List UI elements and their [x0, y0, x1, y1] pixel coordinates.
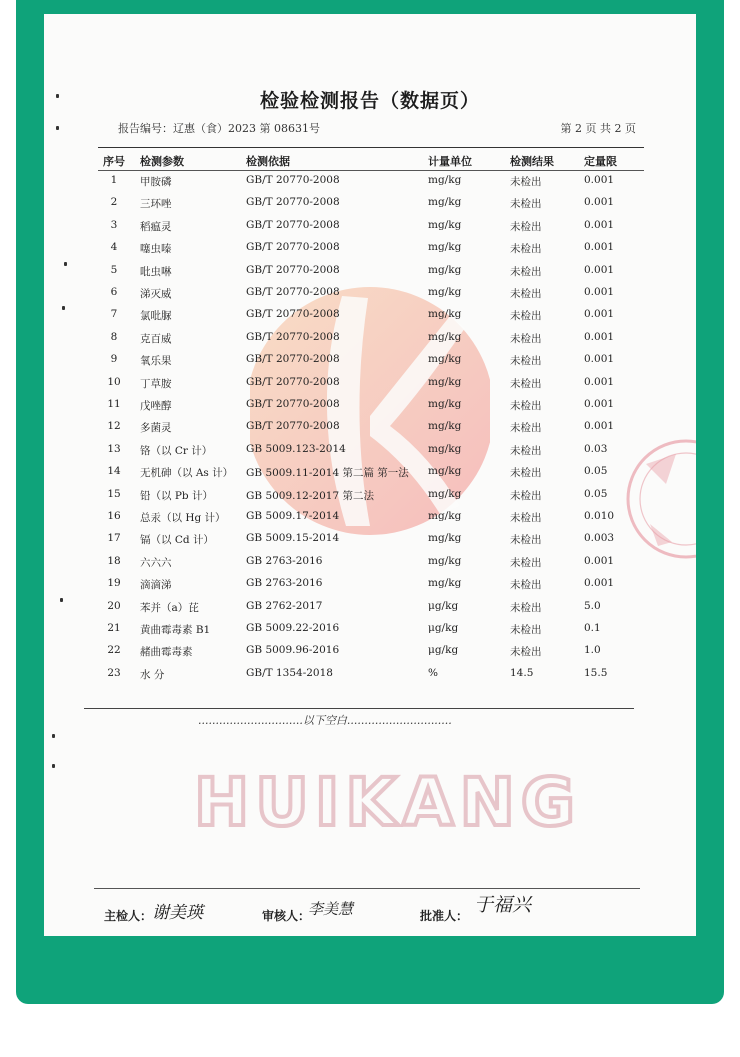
row-unit: %	[428, 666, 438, 679]
row-unit: mg/kg	[428, 263, 462, 276]
row-param: 丁草胺	[140, 377, 172, 390]
row-basis: GB 5009.123-2014	[246, 442, 346, 455]
row-unit: mg/kg	[428, 330, 462, 343]
table-top-rule	[98, 147, 644, 148]
row-limit: 0.001	[584, 420, 615, 433]
table-row	[44, 555, 696, 577]
row-param: 三环唑	[140, 198, 172, 211]
table-row	[44, 376, 696, 398]
row-basis: GB 2763-2016	[246, 577, 323, 590]
row-unit: mg/kg	[428, 353, 462, 366]
row-basis: GB/T 20770-2008	[246, 398, 340, 410]
row-limit: 0.001	[584, 286, 615, 298]
row-result: 未检出	[510, 579, 542, 592]
row-limit: 0.001	[584, 353, 615, 366]
row-basis: GB 5009.96-2016	[246, 644, 340, 657]
row-basis: GB/T 20770-2008	[246, 286, 340, 298]
row-param: 稻瘟灵	[140, 220, 172, 233]
row-limit: 0.05	[584, 487, 608, 500]
row-param: 镉（以 Cd 计）	[140, 534, 214, 547]
row-basis: GB 5009.15-2014	[246, 532, 340, 545]
row-result: 未检出	[510, 646, 542, 659]
row-unit: mg/kg	[428, 218, 462, 231]
row-basis: GB/T 20770-2008	[246, 330, 340, 343]
report-number: 报告编号：辽惠（食）2023 第 08631号	[118, 122, 320, 135]
row-limit: 0.001	[584, 375, 615, 388]
header-unit: 计量单位	[428, 155, 472, 168]
row-param: 苯并（a）芘	[140, 601, 199, 614]
row-param: 甲胺磷	[140, 176, 172, 188]
table-row	[44, 174, 696, 196]
row-unit: mg/kg	[428, 420, 462, 433]
report-title: 检验检测报告（数据页）	[259, 90, 480, 112]
row-result: 未检出	[510, 422, 542, 435]
table-row	[44, 443, 696, 465]
row-basis: GB/T 1354-2018	[246, 666, 333, 679]
scan-speck	[60, 598, 63, 602]
row-unit: mg/kg	[428, 465, 462, 478]
row-limit: 0.1	[584, 622, 601, 634]
header-no: 序号	[103, 155, 125, 168]
row-unit: mg/kg	[428, 174, 462, 186]
row-limit: 15.5	[584, 666, 608, 679]
row-no: 14	[107, 465, 121, 478]
row-no: 18	[107, 554, 121, 567]
table-row	[44, 286, 696, 308]
row-result: 未检出	[510, 310, 542, 323]
reviewer-signature: 李美慧	[308, 900, 354, 918]
row-unit: mg/kg	[428, 577, 462, 590]
row-no: 5	[110, 263, 118, 276]
row-basis: GB 5009.11-2014 第二篇 第一法	[246, 467, 409, 480]
row-no: 4	[110, 241, 118, 254]
scan-speck	[64, 262, 67, 266]
table-row	[44, 264, 696, 286]
table-row	[44, 532, 696, 554]
row-basis: GB/T 20770-2008	[246, 375, 340, 388]
row-no: 1	[110, 174, 118, 186]
row-basis: GB 2763-2016	[246, 554, 323, 567]
row-no: 8	[110, 330, 118, 343]
row-no: 10	[107, 375, 121, 388]
row-limit: 0.001	[584, 174, 615, 186]
row-result: 未检出	[510, 601, 542, 614]
row-basis: GB/T 20770-2008	[246, 174, 340, 186]
row-result: 未检出	[510, 400, 542, 412]
row-result: 未检出	[510, 489, 542, 502]
row-unit: mg/kg	[428, 286, 462, 298]
row-unit: mg/kg	[428, 532, 462, 545]
row-no: 6	[110, 286, 118, 298]
scan-speck	[52, 734, 55, 738]
row-no: 22	[107, 644, 121, 657]
row-basis: GB/T 20770-2008	[246, 420, 340, 433]
row-result: 未检出	[510, 176, 542, 188]
row-basis: GB/T 20770-2008	[246, 196, 340, 209]
header-result: 检测结果	[510, 155, 554, 168]
row-no: 21	[107, 622, 121, 634]
row-unit: mg/kg	[428, 241, 462, 254]
row-basis: GB/T 20770-2008	[246, 308, 340, 321]
table-row	[44, 600, 696, 622]
table-row	[44, 331, 696, 353]
row-unit: μg/kg	[428, 599, 459, 612]
row-limit: 0.003	[584, 532, 615, 545]
row-limit: 0.001	[584, 263, 615, 276]
row-param: 戊唑醇	[140, 400, 172, 412]
row-unit: μg/kg	[428, 622, 459, 634]
row-result: 未检出	[510, 556, 542, 569]
reviewer-label: 审核人：	[262, 909, 311, 923]
scan-speck	[52, 764, 55, 768]
row-unit: mg/kg	[428, 196, 462, 209]
row-limit: 0.001	[584, 241, 615, 254]
row-result: 未检出	[510, 467, 542, 480]
row-limit: 0.001	[584, 218, 615, 231]
row-param: 噻虫嗪	[140, 243, 172, 256]
inspector-signature: 谢美瑛	[152, 903, 203, 923]
row-limit: 0.001	[584, 554, 615, 567]
row-no: 11	[107, 398, 121, 410]
row-param: 克百威	[140, 332, 172, 345]
header-basis: 检测依据	[246, 155, 290, 168]
row-basis: GB 5009.17-2014	[246, 510, 340, 522]
table-end-rule	[84, 708, 634, 709]
row-param: 滴滴涕	[140, 579, 172, 592]
row-unit: mg/kg	[428, 554, 462, 567]
row-limit: 0.001	[584, 398, 615, 410]
row-limit: 1.0	[584, 644, 601, 657]
row-result: 未检出	[510, 198, 542, 211]
row-no: 12	[107, 420, 121, 433]
header-limit: 定量限	[584, 155, 617, 168]
row-no: 2	[110, 196, 118, 209]
row-limit: 0.001	[584, 308, 615, 321]
scan-speck	[56, 126, 59, 130]
row-basis: GB 5009.12-2017 第二法	[246, 489, 374, 502]
row-no: 3	[110, 218, 118, 231]
row-result: 未检出	[510, 265, 542, 278]
row-no: 13	[107, 442, 121, 455]
row-param: 吡虫啉	[140, 265, 172, 278]
scan-speck	[56, 94, 59, 98]
row-unit: mg/kg	[428, 487, 462, 500]
table-row	[44, 241, 696, 263]
huikang-text-watermark: HUIKANG	[194, 764, 582, 841]
table-row	[44, 353, 696, 375]
row-param: 水 分	[140, 668, 165, 681]
row-param: 六六六	[140, 556, 172, 569]
table-row	[44, 219, 696, 241]
row-limit: 0.03	[584, 442, 608, 455]
row-result: 未检出	[510, 512, 542, 524]
table-row	[44, 308, 696, 330]
table-header-rule	[98, 170, 644, 171]
table-row	[44, 644, 696, 666]
row-basis: GB/T 20770-2008	[246, 353, 340, 366]
row-result: 未检出	[510, 220, 542, 233]
row-result: 未检出	[510, 243, 542, 256]
row-param: 无机砷（以 As 计）	[140, 467, 234, 480]
row-result: 未检出	[510, 444, 542, 457]
row-unit: mg/kg	[428, 398, 462, 410]
row-basis: GB/T 20770-2008	[246, 263, 340, 276]
row-result: 未检出	[510, 355, 542, 368]
table-row	[44, 488, 696, 510]
row-unit: mg/kg	[428, 375, 462, 388]
page-number: 第 2 页 共 2 页	[560, 122, 636, 135]
table-row	[44, 196, 696, 218]
row-result: 未检出	[510, 624, 542, 636]
scan-speck	[62, 306, 65, 310]
row-no: 16	[107, 510, 121, 522]
row-param: 氯吡脲	[140, 310, 172, 323]
table-row	[44, 622, 696, 644]
row-limit: 0.001	[584, 577, 615, 590]
row-no: 7	[110, 308, 118, 321]
table-row	[44, 420, 696, 442]
table-row	[44, 510, 696, 532]
row-limit: 0.05	[584, 465, 608, 478]
row-no: 20	[107, 599, 121, 612]
row-no: 19	[107, 577, 121, 590]
row-limit: 0.001	[584, 330, 615, 343]
row-limit: 0.010	[584, 510, 615, 522]
row-unit: μg/kg	[428, 644, 459, 657]
row-limit: 0.001	[584, 196, 615, 209]
row-no: 9	[110, 353, 118, 366]
approver-label: 批准人：	[420, 909, 469, 923]
row-no: 23	[107, 666, 121, 679]
row-basis: GB/T 20770-2008	[246, 241, 340, 254]
table-row	[44, 667, 696, 689]
row-param: 涕灭威	[140, 288, 172, 300]
row-no: 15	[107, 487, 121, 500]
row-basis: GB/T 20770-2008	[246, 218, 340, 231]
signature-rule	[94, 888, 640, 889]
row-result: 未检出	[510, 377, 542, 390]
row-param: 多菌灵	[140, 422, 172, 435]
row-result: 未检出	[510, 288, 542, 300]
row-unit: mg/kg	[428, 308, 462, 321]
row-param: 铅（以 Pb 计）	[140, 489, 213, 502]
header-param: 检测参数	[140, 155, 184, 168]
row-result: 未检出	[510, 534, 542, 547]
row-param: 总汞（以 Hg 计）	[140, 512, 226, 524]
row-param: 铬（以 Cr 计）	[140, 444, 213, 457]
row-result: 14.5	[510, 666, 534, 679]
row-param: 黄曲霉毒素 B1	[140, 624, 211, 636]
row-param: 赭曲霉毒素	[140, 646, 193, 659]
row-basis: GB 5009.22-2016	[246, 622, 340, 634]
inspector-label: 主检人：	[104, 909, 153, 923]
approver-signature: 于福兴	[474, 894, 532, 916]
row-limit: 5.0	[584, 599, 601, 612]
blank-below-note: ..............................以下空白..............................	[198, 714, 452, 727]
row-result: 未检出	[510, 332, 542, 345]
report-page	[44, 14, 696, 936]
row-unit: mg/kg	[428, 442, 462, 455]
row-no: 17	[107, 532, 121, 545]
table-row	[44, 398, 696, 420]
table-row	[44, 465, 696, 487]
row-param: 氧乐果	[140, 355, 172, 368]
row-basis: GB 2762-2017	[246, 599, 323, 612]
table-row	[44, 577, 696, 599]
row-unit: mg/kg	[428, 510, 462, 522]
